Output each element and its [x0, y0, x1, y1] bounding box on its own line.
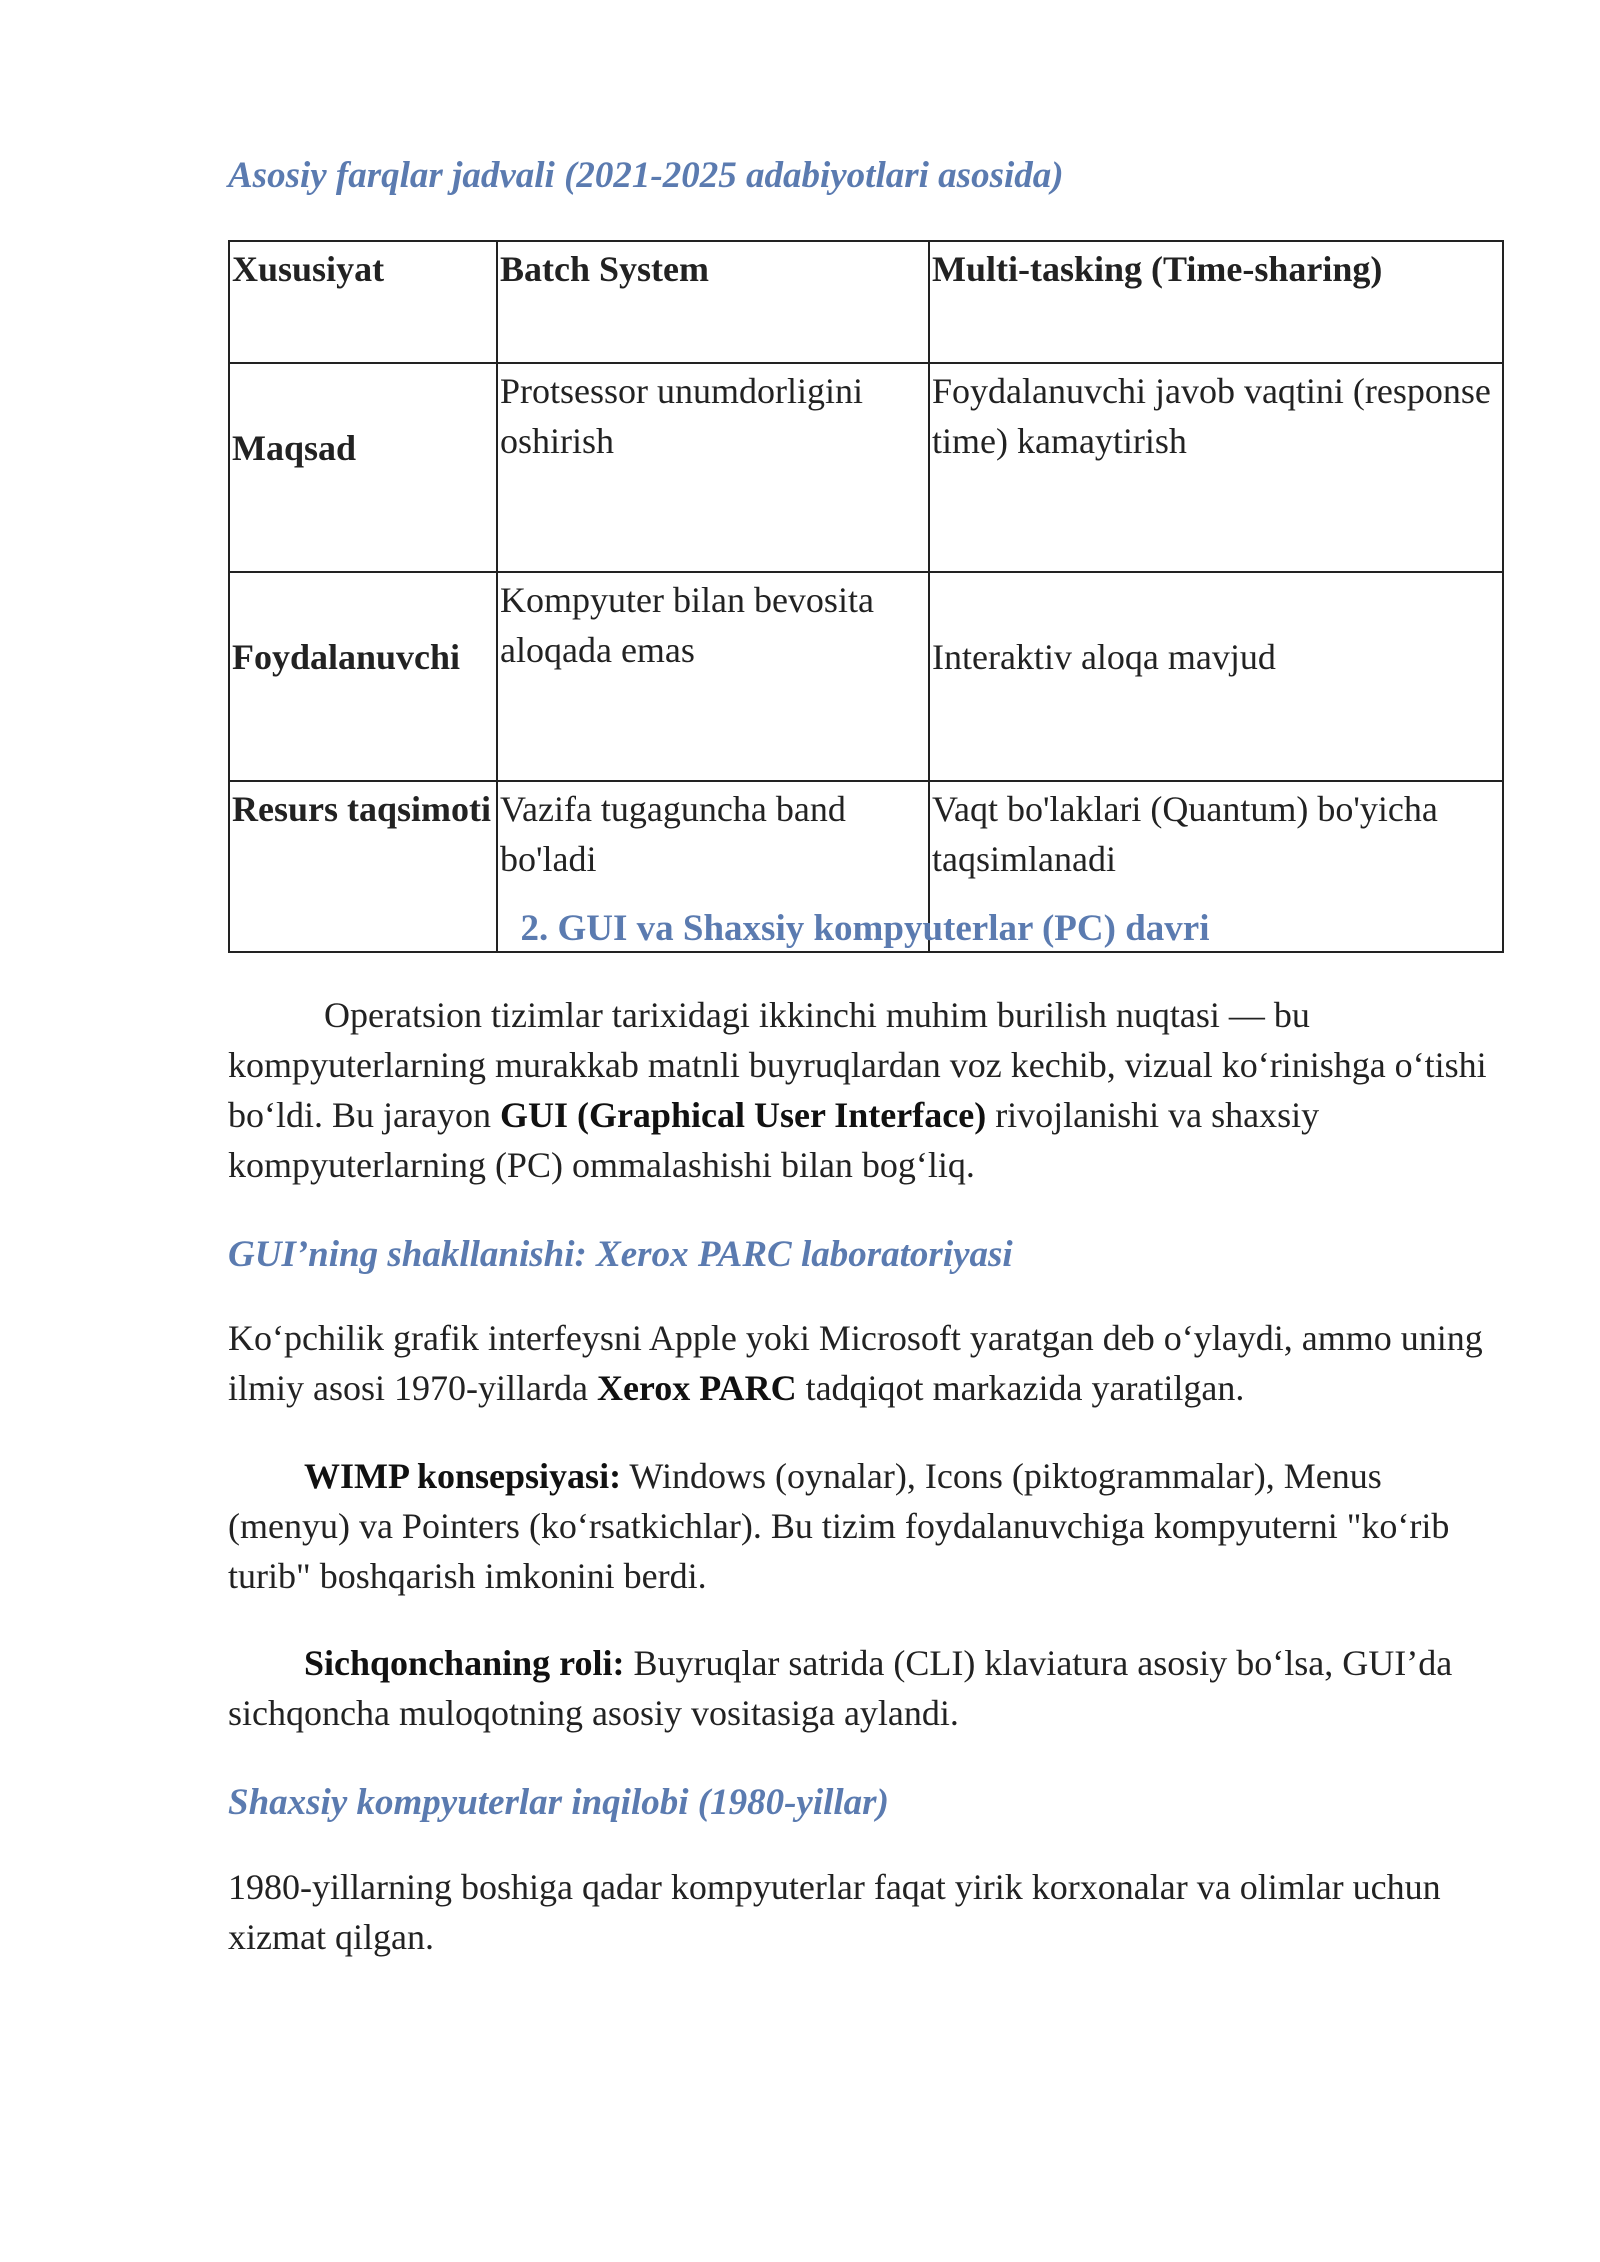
- paragraph-pc: 1980-yillarning boshiga qadar kompyuterlar faqat yirik korxonalar va olimlar uchun xizmat qilgan.: [228, 1867, 1441, 1957]
- paragraph-text: Operatsion tizimlar tarixidagi ikkinchi muhim burilish nuqtasi — bu kompyuterlarning murakkab matnli buyruqlardan voz kechib, vizual ko‘rinishga o‘tishi bo‘ldi. Bu jarayon: [228, 995, 1487, 1135]
- table-row-label: Resurs taqsimoti: [229, 781, 497, 952]
- paragraph-wimp: [228, 1451, 1502, 1601]
- paragraph-mouse: [228, 1638, 1502, 1738]
- paragraph-text: Windows (oynalar), Icons (piktogrammalar), Menus (menyu) va Pointers (ko‘rsatkichlar). Bu tizim foydalanuvchiga kompyuterni "ko‘rib turib" boshqarish imkonini berdi.: [228, 1456, 1450, 1596]
- table-cell: Protsessor unumdorligini oshirish: [497, 363, 929, 572]
- paragraph-text: Buyruqlar satrida (CLI) klaviatura asosiy bo‘lsa, GUI’da sichqoncha muloqotning asosiy vositasiga aylandi.: [228, 1643, 1453, 1733]
- paragraph-text: Ko‘pchilik grafik interfeysni Apple yoki Microsoft yaratgan deb o‘ylaydi, ammo uning ilmiy asosi 1970-yillarda: [228, 1318, 1483, 1408]
- table-cell: Kompyuter bilan bevosita aloqada emas: [497, 572, 929, 781]
- paragraph-text: rivojlanishi va shaxsiy kompyuterlarning (PC) ommalashishi bilan bog‘liq.: [228, 1095, 1320, 1185]
- table-row-label: Maqsad: [229, 363, 497, 572]
- table-title: Asosiy farqlar jadvali (2021-2025 adabiyotlari asosida): [228, 155, 1064, 196]
- table-row: [229, 363, 1503, 572]
- paragraph-gui-intro: [228, 990, 1502, 1190]
- table-header-cell: Batch System: [497, 241, 929, 363]
- paragraph-bold: Sichqonchaning roli:: [304, 1643, 625, 1683]
- table-header-cell: Xususiyat: [229, 241, 497, 363]
- table-cell: Interaktiv aloqa mavjud: [929, 572, 1503, 781]
- paragraph-text: tadqiqot markazida yaratilgan.: [796, 1368, 1245, 1408]
- section-title: 2. GUI va Shaxsiy kompyuterlar (PC) davri: [520, 908, 1210, 949]
- table-row-label: Foydalanuvchi: [229, 572, 497, 781]
- table-cell: Vazifa tugaguncha band bo'ladi: [497, 781, 929, 952]
- table-header-row: [229, 241, 1503, 363]
- paragraph-bold: WIMP konsepsiyasi:: [304, 1456, 622, 1496]
- subsection-title-gui: GUI’ning shakllanishi: Xerox PARC laboratoriyasi: [228, 1234, 1013, 1275]
- paragraph-bold: GUI (Graphical User Interface): [499, 1095, 987, 1135]
- table-cell: Foydalanuvchi javob vaqtini (response time) kamaytirish: [929, 363, 1503, 572]
- comparison-table: [228, 240, 1504, 953]
- paragraph-bold: Xerox PARC: [596, 1368, 797, 1408]
- table-row: [229, 572, 1503, 781]
- table-cell: Vaqt bo'laklari (Quantum) bo'yicha taqsimlanadi: [929, 781, 1503, 952]
- paragraph-xerox: [228, 1313, 1502, 1413]
- subsection-title-pc: Shaxsiy kompyuterlar inqilobi (1980-yillar): [228, 1782, 889, 1823]
- table-header-cell: Multi-tasking (Time-sharing): [929, 241, 1503, 363]
